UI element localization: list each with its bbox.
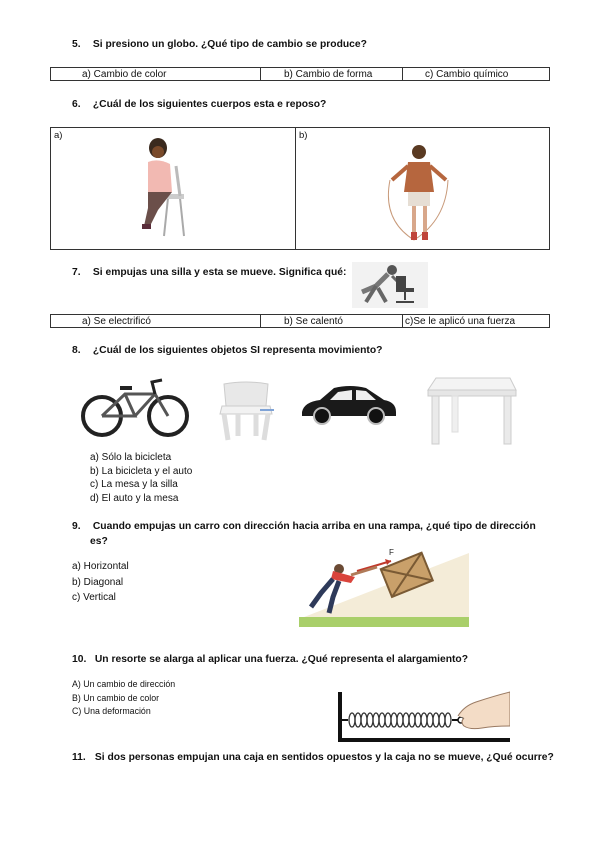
q10-options-list [72, 678, 175, 719]
q10-option-b[interactable]: B) Un cambio de color [72, 692, 160, 703]
question-text-line1: Cuando empujas un carro con dirección hacia arriba en una rampa, ¿qué tipo de dirección [92, 521, 536, 532]
cell-label: b) [299, 130, 308, 141]
q5-options-table [50, 67, 550, 81]
question-text-line2: es? [90, 536, 108, 547]
q8-option-a[interactable]: a) Sólo la bicicleta [90, 452, 172, 463]
q9-options-list [72, 559, 129, 606]
question-text: ¿Cuál de los siguientes objetos SI representa movimiento? [92, 345, 383, 356]
q5-option-a[interactable]: a) Cambio de color [51, 68, 261, 81]
question-10 [72, 654, 468, 665]
jumping-person-image [384, 140, 454, 244]
q7-option-a[interactable]: a) Se electrificó [51, 315, 261, 328]
question-6 [72, 99, 326, 110]
ramp-push-image [299, 543, 469, 631]
q8-options-list [90, 451, 192, 505]
q8-option-d[interactable]: d) El auto y la mesa [90, 492, 179, 504]
q9-option-c[interactable]: c) Vertical [72, 592, 116, 603]
question-number: 10. [72, 654, 87, 665]
question-number: 7. [72, 267, 81, 278]
question-7 [72, 267, 346, 278]
force-label: F [389, 548, 394, 557]
q5-option-c[interactable]: c) Cambio químico [403, 68, 550, 81]
question-text: ¿Cuál de los siguientes cuerpos esta e reposo? [92, 99, 327, 110]
car-image [300, 382, 398, 426]
cell-label: a) [54, 130, 63, 141]
question-text: Si presiono un globo. ¿Qué tipo de cambio se produce? [92, 39, 367, 50]
q5-option-b[interactable]: b) Cambio de forma [261, 68, 403, 81]
pushing-chair-image [352, 262, 428, 308]
q6-image-table [50, 127, 550, 250]
question-11 [72, 752, 554, 763]
q9-option-a[interactable]: a) Horizontal [72, 561, 129, 572]
spring-image [334, 686, 510, 744]
question-text: Si dos personas empujan una caja en sentidos opuestos y la caja no se mueve, ¿Qué ocurre? [94, 752, 554, 763]
table-image [424, 374, 518, 446]
question-text: Un resorte se alarga al aplicar una fuerza. ¿Qué representa el alargamiento? [94, 654, 468, 665]
question-text: Si empujas una silla y esta se mueve. Significa qué: [92, 267, 347, 278]
question-8 [72, 345, 382, 356]
q10-option-a[interactable]: A) Un cambio de dirección [72, 679, 176, 689]
sitting-person-image [128, 136, 198, 240]
q7-options-table [50, 314, 550, 328]
bicycle-image [80, 374, 190, 440]
question-number: 5. [72, 39, 81, 50]
question-number: 8. [72, 345, 81, 356]
q9-option-b[interactable]: b) Diagonal [72, 576, 124, 588]
chair-image [216, 380, 276, 442]
question-5 [72, 39, 367, 50]
question-number: 9. [72, 521, 81, 532]
q7-option-b[interactable]: b) Se calentó [261, 315, 403, 328]
question-number: 11. [72, 752, 86, 763]
q8-option-c[interactable]: c) La mesa y la silla [90, 479, 178, 490]
q10-option-c[interactable]: C) Una deformación [72, 706, 151, 716]
question-number: 6. [72, 99, 81, 110]
q7-option-c[interactable]: c)Se le aplicó una fuerza [403, 315, 550, 328]
q8-option-b[interactable]: b) La bicicleta y el auto [90, 465, 193, 477]
